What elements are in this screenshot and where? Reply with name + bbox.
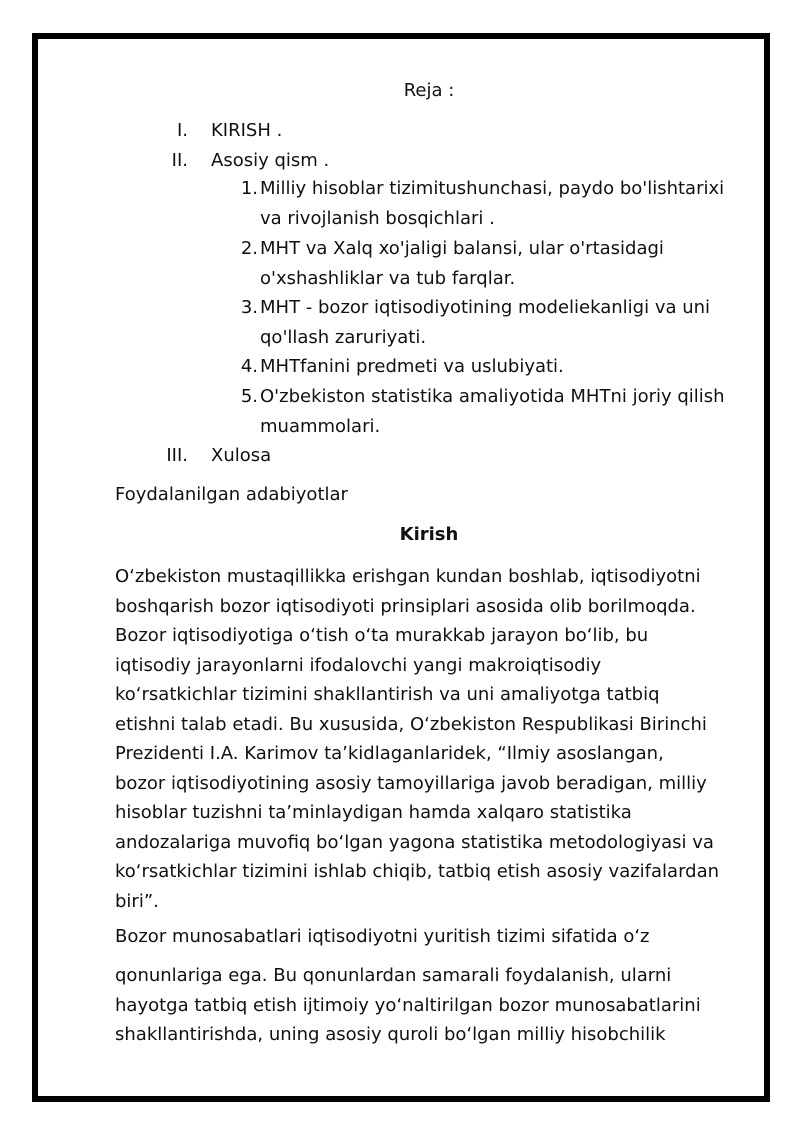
plan-item-text: KIRISH . [211, 120, 283, 141]
plan-subitem-number: 3. [240, 297, 258, 318]
plan-subitem-line: MHT - bozor iqtisodiyotining modeliekanligi va uni [260, 297, 711, 318]
plan-subitem-number: 2. [240, 238, 258, 259]
plan-subitem-line: Milliy hisoblar tizimitushunchasi, paydo bo'lishtarixi [260, 178, 725, 199]
paragraph-line: hayotga tatbiq etish ijtimoiy yo‘naltirilgan bozor munosabatlarini [115, 994, 701, 1016]
plan-subitem-number: 4. [240, 356, 258, 377]
plan-subitem-number: 1. [240, 178, 258, 199]
paragraph-line: ko‘rsatkichlar tizimini shakllantirish va uni amaliyotga tatbiq [115, 684, 660, 705]
plan-subitem-line: O'zbekiston statistika amaliyotida MHTni joriy qilish [260, 386, 725, 407]
paragraph-1 [115, 562, 755, 916]
paragraph-line: Prezidenti I.A. Karimov ta’kidlaganlaridek, “Ilmiy asoslangan, [115, 743, 664, 764]
plan-item-text: Xulosa [211, 445, 272, 466]
paragraph-line: hisoblar tuzishni ta’minlaydigan hamda xalqaro statistika [115, 802, 632, 823]
plan-title: Reja : [403, 80, 455, 101]
paragraph-line: iqtisodiy jarayonlarni ifodalovchi yangi makroiqtisodiy [115, 654, 602, 676]
plan-subitem-number: 5. [240, 386, 258, 407]
plan-item-numeral: III. [166, 445, 188, 466]
plan-subitem-line: o'xshashliklar va tub farqlar. [260, 268, 516, 289]
paragraph-3 [115, 961, 755, 1050]
references-heading: Foydalanilgan adabiyotlar [115, 484, 348, 505]
plan-subitem-line: qo'llash zaruriyati. [260, 327, 427, 348]
paragraph-line: shakllantirishda, uning asosiy quroli bo‘lgan milliy hisobchilik [115, 1024, 666, 1045]
plan-subitem-line: MHTfanini predmeti va uslubiyati. [260, 356, 564, 377]
plan-subitem-line: MHT va Xalq xo'jaligi balansi, ular o'rtasidagi [260, 238, 664, 259]
paragraph-line: bozor iqtisodiyotining asosiy tamoyillariga javob beradigan, milliy [115, 772, 707, 794]
paragraph-2 [115, 922, 755, 952]
paragraph-line: etishni talab etadi. Bu xususida, O‘zbekiston Respublikasi Birinchi [115, 713, 707, 735]
paragraph-line: andozalariga muvofiq bo‘lgan yagona statistika metodologiyasi va [115, 831, 714, 853]
plan-subitem-line: va rivojlanish bosqichlari . [260, 208, 495, 229]
plan-item-text: Asosiy qism . [211, 150, 330, 171]
paragraph-line: Bozor munosabatlari iqtisodiyotni yuritish tizimi sifatida o‘z [115, 926, 650, 947]
plan-subitem-line: muammolari. [260, 416, 381, 437]
paragraph-line: qonunlariga ega. Bu qonunlardan samarali foydalanish, ularni [115, 965, 672, 986]
paragraph-line: boshqarish bozor iqtisodiyoti prinsiplari asosida olib borilmoqda. [115, 595, 696, 617]
section-heading: Kirish [399, 524, 459, 545]
paragraph-line: O‘zbekiston mustaqillikka erishgan kundan boshlab, iqtisodiyotni [115, 566, 701, 587]
plan-item-numeral: I. [176, 120, 188, 141]
paragraph-line: ko‘rsatkichlar tizimini ishlab chiqib, tatbiq etish asosiy vazifalardan [115, 861, 720, 882]
paragraph-line: biri”. [115, 890, 159, 912]
plan-item-numeral: II. [171, 150, 188, 171]
paragraph-line: Bozor iqtisodiyotiga o‘tish o‘ta murakkab jarayon bo‘lib, bu [115, 625, 649, 646]
